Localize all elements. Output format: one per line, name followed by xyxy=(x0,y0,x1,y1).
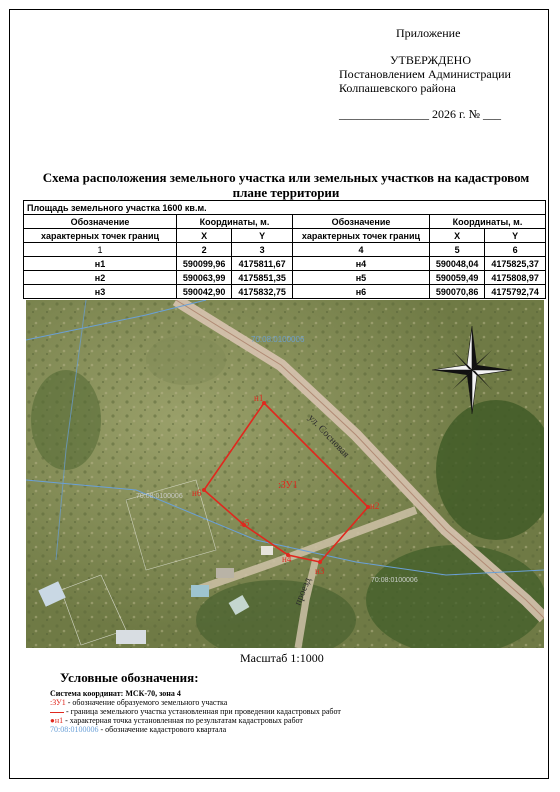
legend-boundary-text: - граница земельного участка установленная при проведении кадастровых работ xyxy=(66,707,341,716)
column-number: 4 xyxy=(292,243,429,257)
x-cell: 590070,86 xyxy=(429,285,484,299)
coords-header: Координаты, м. xyxy=(177,215,293,229)
decree-line-1: Постановлением Администрации xyxy=(339,67,511,81)
point-cell: н5 xyxy=(292,271,429,285)
x-cell: 590042,90 xyxy=(177,285,232,299)
quarter-label: 70:08:0100006 xyxy=(251,335,305,344)
table-row xyxy=(24,257,546,271)
point-cell: н2 xyxy=(24,271,177,285)
x-cell: 590059,49 xyxy=(429,271,484,285)
y-header: Y xyxy=(232,229,293,243)
table-row xyxy=(24,229,546,243)
legend-row-parcel xyxy=(50,698,341,707)
decree-line-2: Колпашевского района xyxy=(339,81,456,95)
legend-row-boundary xyxy=(50,707,341,716)
area-cell: Площадь земельного участка 1600 кв.м. xyxy=(24,201,546,215)
x-cell: 590099,96 xyxy=(177,257,232,271)
legend-row-quarter xyxy=(50,725,341,734)
point-label: н3 xyxy=(315,566,325,576)
x-cell: 590048,04 xyxy=(429,257,484,271)
document-title: Схема расположения земельного участка или земельных участков на кадастровом плане территории xyxy=(42,170,530,200)
column-number: 1 xyxy=(24,243,177,257)
column-number: 2 xyxy=(177,243,232,257)
legend-coordinate-system: Система координат: МСК-70, зона 4 xyxy=(50,689,181,698)
point-cell: н6 xyxy=(292,285,429,299)
quarter-label: 70:08:0100006 xyxy=(371,577,418,584)
legend-title: Условные обозначения: xyxy=(60,670,199,685)
map-scale: Масштаб 1:1000 xyxy=(240,651,324,665)
building xyxy=(216,568,234,578)
tree-cluster xyxy=(146,335,226,385)
aerial-map xyxy=(26,300,544,648)
y-cell: 4175792,74 xyxy=(485,285,546,299)
table-row xyxy=(24,243,546,257)
point-cell: н3 xyxy=(24,285,177,299)
table-row xyxy=(24,215,546,229)
point-cell: н4 xyxy=(292,257,429,271)
column-number: 5 xyxy=(429,243,484,257)
table-row xyxy=(24,271,546,285)
legend-quarter-code: 70:08:0100006 xyxy=(50,725,99,734)
point-label: н6 xyxy=(192,488,202,498)
point-label: н4 xyxy=(282,554,292,564)
legend xyxy=(50,689,341,734)
coords-header: Координаты, м. xyxy=(429,215,545,229)
designation-subheader: характерных точек границ xyxy=(24,229,177,243)
column-number: 3 xyxy=(232,243,293,257)
designation-header: Обозначение xyxy=(24,215,177,229)
parcel-label: :ЗУ1 xyxy=(278,480,298,491)
x-header: X xyxy=(429,229,484,243)
date-number-line: _______________ 2026 г. № ___ xyxy=(339,107,502,121)
approved-label: УТВЕРЖДЕНО xyxy=(390,53,472,67)
legend-point-code: н1 xyxy=(54,716,64,725)
point-label: н5 xyxy=(240,518,250,528)
legend-point-text: - характерная точка установленная по результатам кадастровых работ xyxy=(63,716,303,725)
legend-row-point xyxy=(50,716,341,725)
street-label: ул. Сосновая xyxy=(305,412,352,461)
building xyxy=(191,585,209,597)
coordinates-table xyxy=(23,200,546,299)
designation-subheader: характерных точек границ xyxy=(292,229,429,243)
point-label: н1 xyxy=(254,393,264,403)
y-cell: 4175832,75 xyxy=(232,285,293,299)
legend-quarter-text: - обозначение кадастрового квартала xyxy=(98,725,227,734)
x-header: X xyxy=(177,229,232,243)
table-row xyxy=(24,285,546,299)
column-number: 6 xyxy=(485,243,546,257)
lane-label: проезд xyxy=(292,576,314,608)
point-cell: н1 xyxy=(24,257,177,271)
y-header: Y xyxy=(485,229,546,243)
designation-header: Обозначение xyxy=(292,215,429,229)
legend-parcel-code: :ЗУ1 xyxy=(50,698,66,707)
point-label: н2 xyxy=(370,501,380,511)
quarter-label: 70:08:0100006 xyxy=(136,493,183,500)
building xyxy=(261,546,273,555)
y-cell: 4175851,35 xyxy=(232,271,293,285)
point-marker xyxy=(202,488,206,492)
x-cell: 590063,99 xyxy=(177,271,232,285)
map-svg xyxy=(26,300,544,648)
appendix-label: Приложение xyxy=(396,26,461,40)
point-dot-icon: ● xyxy=(50,716,55,725)
point-marker xyxy=(318,560,322,564)
y-cell: 4175811,67 xyxy=(232,257,293,271)
y-cell: 4175825,37 xyxy=(485,257,546,271)
boundary-line-icon xyxy=(50,712,64,713)
y-cell: 4175808,97 xyxy=(485,271,546,285)
legend-parcel-text: - обозначение образуемого земельного участка xyxy=(65,698,228,707)
table-row xyxy=(24,201,546,215)
building xyxy=(116,630,146,644)
